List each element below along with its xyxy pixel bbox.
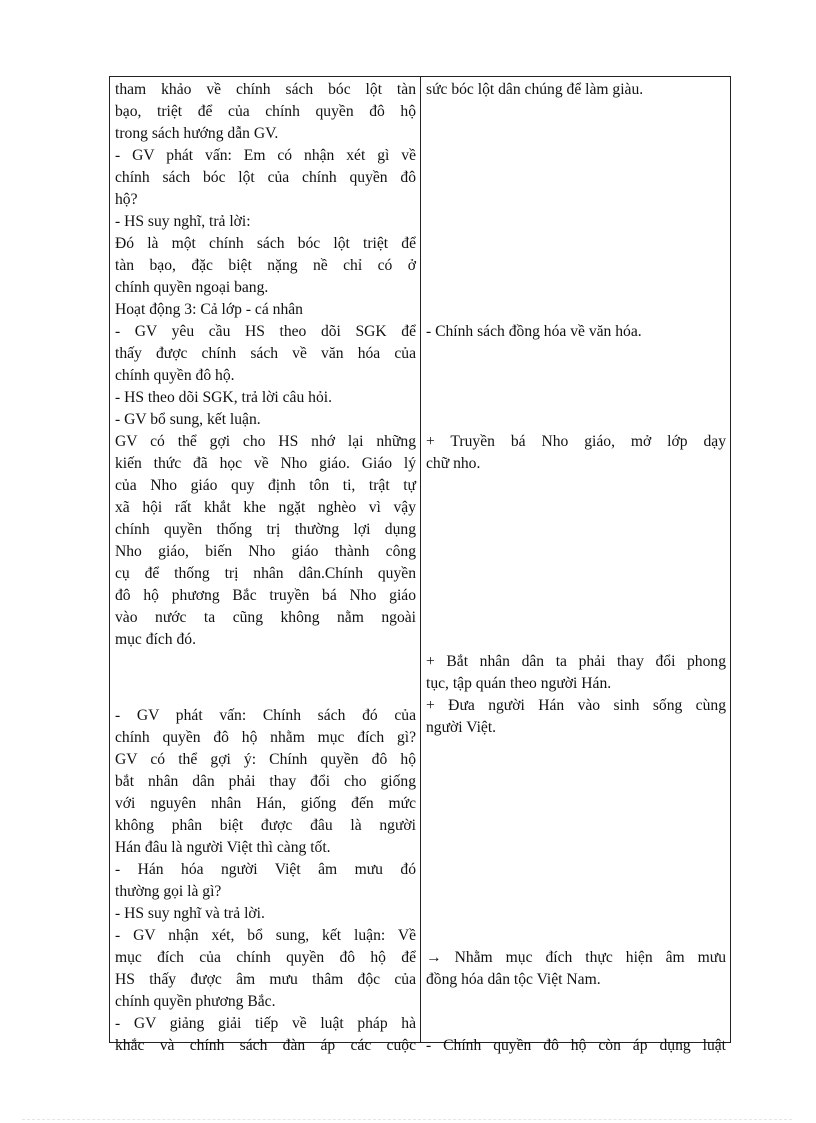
left-column-text-line: chính quyền đô hộ nhằm mục đích gì? [115,729,416,746]
left-column-text-line: chính quyền đô hộ. [115,367,235,384]
left-column-text-line: - GV nhận xét, bổ sung, kết luận: Về [115,927,416,944]
left-column-text-line: mục đích của chính quyền đô hộ để [115,949,416,966]
left-column-text-line: GV có thể gợi cho HS nhớ lại những [115,433,416,450]
left-column-text-line: bạo, triệt để của chính quyền đô hộ [115,103,416,120]
left-column-text-line: không phân biệt được đâu là người [115,817,416,834]
left-column-text-line: hộ? [115,191,138,208]
left-column-text-line: - GV giảng giải tiếp về luật pháp hà [115,1015,416,1032]
left-column-text-line: chính quyền phương Bắc. [115,993,276,1010]
right-column-text-line: + Đưa người Hán vào sinh sống cùng [426,697,726,714]
left-column-text-line: bắt nhân dân phải thay đổi cho giống [115,773,416,790]
right-column-text-line: - Chính sách đồng hóa về văn hóa. [426,323,642,340]
left-column-text-line: - GV yêu cầu HS theo dõi SGK để [115,323,416,340]
right-column-text-line: → Nhằm mục đích thực hiện âm mưu [426,949,726,966]
left-column-text-line: đô hộ phương Bắc truyền bá Nho giáo [115,587,416,604]
left-column-text-line: tàn bạo, đặc biệt nặng nề chỉ có ở [115,257,416,274]
left-column-text-line: tham khảo về chính sách bóc lột tàn [115,81,416,98]
left-column-text-line: thường gọi là gì? [115,883,222,900]
right-column-text-line: + Bắt nhân dân ta phải thay đổi phong [426,653,726,670]
left-column-text-line: - GV phát vấn: Em có nhận xét gì về [115,147,416,164]
column-divider [420,77,421,1042]
right-column-text-line: + Truyền bá Nho giáo, mở lớp dạy [426,433,726,450]
teacher-student-activities-cell [115,77,416,1054]
right-column-text-line: người Việt. [426,719,497,736]
left-column-text-line: với nguyên nhân Hán, giống đến mức [115,795,416,812]
page-bottom-rule [22,1119,792,1120]
knowledge-content-cell [426,77,726,1054]
right-column-text-line: chữ nho. [426,455,481,472]
left-column-text-line: thấy được chính sách về văn hóa của [115,345,416,362]
left-column-text-line: - GV bổ sung, kết luận. [115,411,261,428]
left-column-text-line: - GV phát vấn: Chính sách đó của [115,707,416,724]
left-column-text-line: của Nho giáo quy định tôn ti, trật tự [115,477,416,494]
left-column-text-line: - HS suy nghĩ và trả lời. [115,905,265,922]
left-column-text-line: HS thấy được âm mưu thâm độc của [115,971,416,988]
left-column-text-line: Hán đâu là người Việt thì càng tốt. [115,839,331,856]
left-column-text-line: - HS theo dõi SGK, trả lời câu hỏi. [115,389,333,406]
left-column-text-line: Đó là một chính sách bóc lột triệt để [115,235,416,252]
right-column-text-line: tục, tập quán theo người Hán. [426,675,612,692]
lesson-table [109,76,731,1054]
right-column-text-line: - Chính quyền đô hộ còn áp dụng luật [426,1037,726,1054]
right-column-text-line: sức bóc lột dân chúng để làm giàu. [426,81,644,98]
left-column-text-line: vào nước ta cũng không nằm ngoài [115,609,416,626]
left-column-text-line: chính quyền thống trị thường lợi dụng [115,521,416,538]
left-column-text-line: GV có thể gợi ý: Chính quyền đô hộ [115,751,416,768]
left-column-text-line: cụ để thống trị nhân dân.Chính quyền [115,565,416,582]
left-column-text-line: chính quyền ngoại bang. [115,279,269,296]
left-column-text-line: kiến thức đã học về Nho giáo. Giáo lý [115,455,416,472]
left-column-text-line: - HS suy nghĩ, trả lời: [115,213,251,230]
left-column-text-line: xã hội rất khắt khe ngặt nghèo vì vậy [115,499,416,516]
left-column-text-line: Hoạt động 3: Cả lớp - cá nhân [115,301,303,318]
left-column-text-line: trong sách hướng dẫn GV. [115,125,279,142]
left-column-text-line: Nho giáo, biến Nho giáo thành công [115,543,416,560]
right-column-text-line: đồng hóa dân tộc Việt Nam. [426,971,601,988]
left-column-text-line: khắc và chính sách đàn áp các cuộc [115,1037,416,1054]
left-column-text-line: - Hán hóa người Việt âm mưu đó [115,861,416,878]
left-column-text-line: chính sách bóc lột của chính quyền đô [115,169,416,186]
left-column-text-line: mục đích đó. [115,631,196,648]
